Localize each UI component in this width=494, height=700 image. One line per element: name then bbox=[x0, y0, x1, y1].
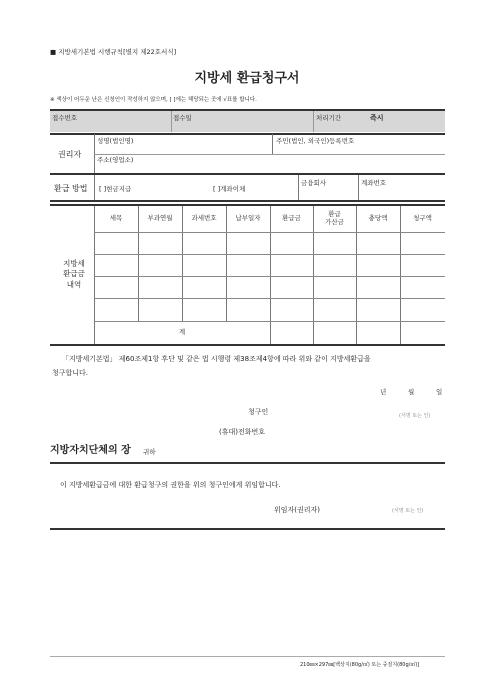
cash-payment-checkbox[interactable]: [ ]현금지급 bbox=[99, 185, 132, 193]
receipt-number-label: 접수번호 bbox=[52, 114, 78, 122]
delegator-sign-hint: (서명 또는 인) bbox=[392, 508, 424, 514]
instruction-note: ※ 색상이 어두운 난은 신청인이 작성하지 않으며, [ ]에는 해당되는 곳에 √표를 합니다. bbox=[50, 97, 257, 103]
details-section-label-2: 환급금 bbox=[63, 269, 85, 278]
claimant-sign-label: 청구인 bbox=[248, 408, 269, 416]
delegation-text: 이 지방세환급금에 대한 환급청구의 권한을 위의 청구인에게 위임합니다. bbox=[60, 481, 281, 489]
col-refund-amount: 환급금 bbox=[282, 214, 301, 222]
processing-period-label: 처리기간 bbox=[316, 114, 342, 122]
details-section-label-3: 내역 bbox=[66, 280, 82, 289]
col-refund-surcharge: 환급 가산금 bbox=[325, 210, 344, 227]
refund-method-label: 환급 방법 bbox=[54, 184, 88, 193]
paper-spec: 210㎜×297㎜[백상지(80g/㎡) 또는 중질지(80g/㎡)] bbox=[300, 662, 420, 668]
date-day: 일 bbox=[436, 388, 443, 396]
receipt-date-label: 접수일 bbox=[173, 114, 192, 122]
claimant-address-label: 주소(영업소) bbox=[97, 156, 134, 164]
date-year: 년 bbox=[380, 388, 387, 396]
col-payment-date: 납부일자 bbox=[235, 214, 261, 222]
addressee-suffix: 귀하 bbox=[143, 448, 156, 456]
col-offset-amount: 충당액 bbox=[368, 214, 388, 222]
processing-period-value: 즉시 bbox=[370, 114, 384, 122]
receipt-shaded-row bbox=[50, 111, 445, 132]
account-number-label: 계좌번호 bbox=[361, 179, 387, 187]
claimant-regno-label: 주민(법인, 외국인)등록번호 bbox=[276, 137, 355, 145]
account-transfer-checkbox[interactable]: [ ]계좌이체 bbox=[213, 185, 246, 193]
bank-label: 금융회사 bbox=[301, 179, 327, 187]
details-section-label-1: 지방세 bbox=[63, 259, 85, 268]
claimant-name-label: 성명(법인명) bbox=[97, 137, 134, 145]
form-reference: ■ 지방세기본법 시행규칙[별지 제22호서식] bbox=[50, 48, 177, 56]
date-month: 월 bbox=[408, 388, 415, 396]
addressee-name: 지방자치단체의 장 bbox=[50, 445, 131, 456]
col-claim-amount: 청구액 bbox=[413, 214, 432, 222]
col-levy-month: 부과연월 bbox=[147, 214, 173, 222]
page-title: 지방세 환급청구서 bbox=[194, 71, 300, 86]
declaration-line2: 청구합니다. bbox=[52, 369, 89, 377]
col-tax-item: 세목 bbox=[109, 214, 123, 222]
delegator-label: 위임자(권리자) bbox=[274, 506, 321, 514]
claimant-section-label: 권리자 bbox=[58, 150, 82, 159]
col-tax-number: 과세번호 bbox=[191, 214, 217, 222]
declaration-line1: 「지방세기본법」 제60조제1항 후단 및 같은 법 시행령 제38조제4항에 따라 위와 같이 지방세환급을 bbox=[62, 355, 371, 363]
phone-label: (휴대)전화번호 bbox=[219, 428, 266, 436]
claimant-sign-hint: (서명 또는 인) bbox=[399, 413, 431, 419]
total-label: 계 bbox=[178, 328, 186, 336]
